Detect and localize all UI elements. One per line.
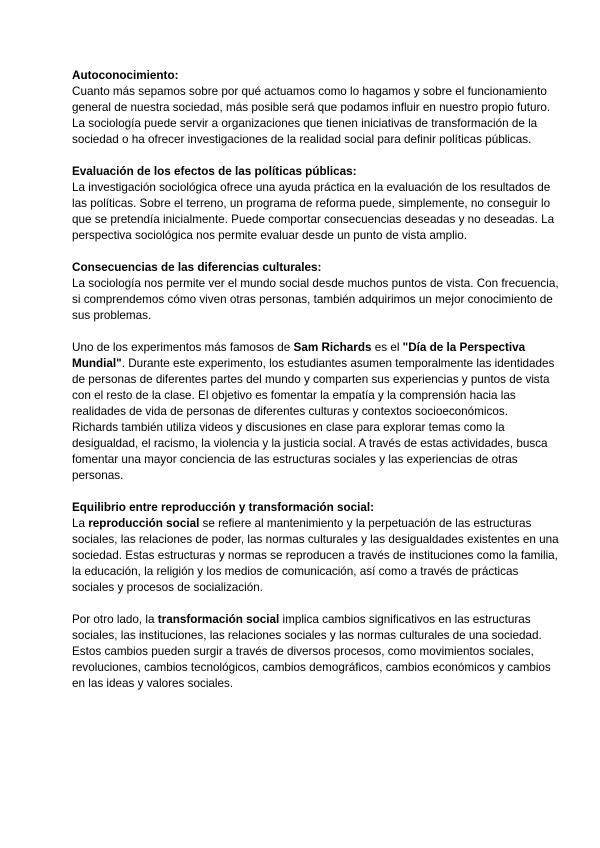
text-run: Uno de los experimentos más famosos de xyxy=(72,341,294,354)
section-heading: Consecuencias de las diferencias culturales: xyxy=(72,261,322,274)
paragraph: Richards también utiliza videos y discusiones en clase para explorar temas como la desigualdad, el racismo, la violencia y la justicia social. A través de estas actividades, busca fomentar una mayor conciencia de las estructuras sociales y las experiencias de otras personas. xyxy=(72,421,548,482)
section-evaluacion xyxy=(72,164,560,244)
paragraph: La sociología nos permite ver el mundo social desde muchos puntos de vista. Con frecuencia, si comprendemos cómo viven otras personas, también adquirimos un mejor conocimiento de sus problemas. xyxy=(72,277,559,322)
person-name: Sam Richards xyxy=(293,341,372,354)
paragraph: Cuanto más sepamos sobre por qué actuamos como lo hagamos y sobre el funcionamiento general de nuestra sociedad, más posible será que podamos influir en nuestro propio futuro. xyxy=(72,85,551,114)
text-run: se refiere al mantenimiento y la perpetuación de las estructuras sociales, las relaciones de poder, las normas culturales y las desigualdades existentes en una sociedad. Estas estructuras y normas se reproducen a través de instituciones como la familia, la educación, la religión y los medios de comunicación, así como a través de prácticas sociales y procesos de socialización. xyxy=(72,517,559,594)
text-run: es el xyxy=(371,341,403,354)
section-experimento xyxy=(72,340,560,484)
section-consecuencias xyxy=(72,260,560,324)
paragraph: La investigación sociológica ofrece una ayuda práctica en la evaluación de los resultados de las políticas. Sobre el terreno, un programa de reforma puede, simplemente, no conseguir lo que se pretendía inicialmente. Puede comportar consecuencias deseadas y no deseadas. La perspectiva sociológica nos permite evaluar desde un punto de vista amplio. xyxy=(72,181,555,242)
key-term: transformación social xyxy=(157,613,280,626)
paragraph xyxy=(72,340,560,420)
section-heading: Evaluación de los efectos de las políticas públicas: xyxy=(72,165,357,178)
key-term: reproducción social xyxy=(88,517,200,530)
paragraph: La sociología puede servir a organizaciones que tienen iniciativas de transformación de la sociedad o ha ofrecer investigaciones de la realidad social para definir políticas públicas. xyxy=(72,117,538,146)
text-run: Por otro lado, la xyxy=(72,613,158,626)
experiment-title: "Día de la Perspectiva Mundial" xyxy=(72,341,526,370)
section-heading: Autoconocimiento: xyxy=(72,69,179,82)
section-equilibrio xyxy=(72,500,560,692)
paragraph xyxy=(72,612,560,692)
section-heading: Equilibrio entre reproducción y transformación social: xyxy=(72,501,374,514)
text-run: La xyxy=(72,517,89,530)
paragraph xyxy=(72,516,560,596)
text-run: implica cambios significativos en las estructuras sociales, las instituciones, las relaciones sociales y las normas culturales de una sociedad. Estos cambios pueden surgir a través de diversos procesos, como movimientos sociales, revoluciones, cambios tecnológicos, cambios demográficos, cambios económicos y cambios en las ideas y valores sociales. xyxy=(72,613,551,690)
text-run: . Durante este experimento, los estudiantes asumen temporalmente las identidades de personas de diferentes partes del mundo y comparten sus experiencias y puntos de vista con el resto de la clase. El objetivo es fomentar la empatía y la comprensión hacia las realidades de vida de personas de diferentes culturas y contextos socioeconómicos. xyxy=(72,357,555,418)
section-autoconocimiento xyxy=(72,68,560,148)
